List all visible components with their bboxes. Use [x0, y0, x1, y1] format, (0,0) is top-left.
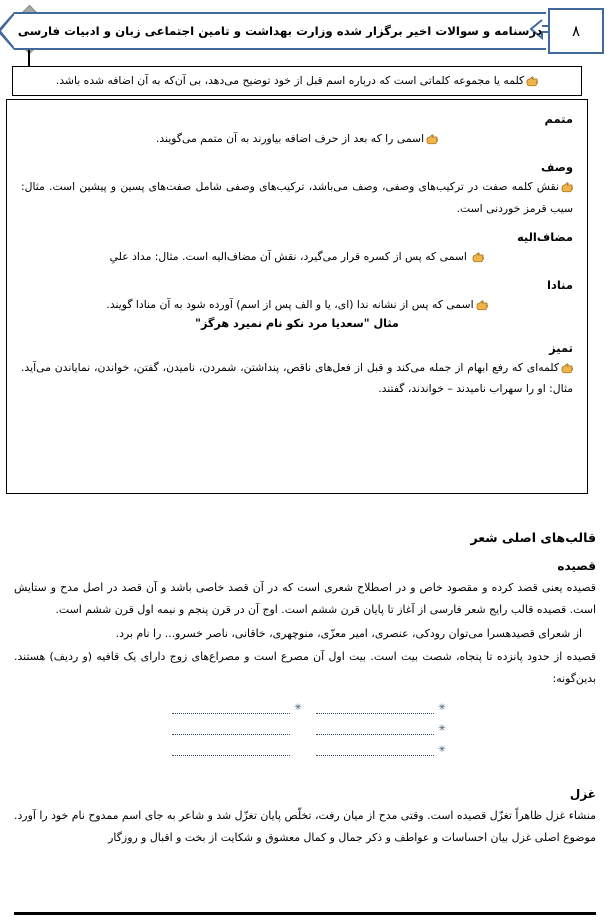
poetry-section — [14, 530, 596, 851]
poetry-form-paragraph: قصیده یعنی قصد کرده و مقصود خاص و در اصطلاح شعری است که در آن قصد خاصی باشد و آن قصد در اصل مدح و ستایش است. قصیده قالب رایج شعر فارسی از آغاز تا پایان قرن ششم است. اوج آن در قرن پنجم و نیمه اول قرن ششم است. — [14, 581, 596, 616]
page-bottom-rule — [14, 912, 596, 915]
schema-dotted-line — [316, 754, 434, 756]
schema-dotted-line — [172, 754, 290, 756]
schema-star-icon: ✳ — [438, 745, 446, 756]
poetry-form-paragraph: از شعرای قصیدهسرا می‌توان رودکی، عنصری، امیر معزّی، منوچهری، خاقانی، ناصر خسرو... را نام برد. — [115, 626, 582, 640]
schema-hemistich-left — [172, 729, 302, 731]
grammar-term-text: اسمی را که بعد از حرف اضافه بیاورند به آن متمم می‌گویند. — [155, 132, 425, 145]
schema-hemistich-right — [316, 746, 446, 755]
grammar-entry — [21, 341, 573, 399]
grammar-term-text: کلمه‌ای که رفع ابهام از جمله می‌کند و قبل از فعل‌های ناقص، پنداشتن، شمردن، نامیدن، گفتن، خواندن، نمایاندن می‌آید. مثال: او را سهراب نامیدند – خواندند، گفتند. — [21, 360, 573, 396]
schema-row — [74, 719, 446, 740]
header-title: درسنامه و سوالات اخیر برگزار شده وزارت بهداشت و تامین اجتماعی زبان و ادبیات فارسی — [17, 24, 543, 38]
grammar-term-label: تمیز — [549, 340, 573, 355]
schema-star-icon: ✳ — [438, 703, 446, 714]
poetry-form-ghazal — [14, 787, 596, 849]
definition-intro-text — [23, 70, 571, 91]
pointing-hand-icon — [526, 71, 538, 92]
poetry-form-paragraph: قصیده از حدود پانزده تا پنجاه، شصت بیت است. بیت اول آن مصرع است و مصراع‌های زوج دارای یک قافیه (و ردیف) هستند. بدین‌گونه: — [14, 650, 596, 686]
header-banner — [14, 12, 546, 50]
grammar-term-description — [21, 294, 573, 315]
page-header — [0, 4, 610, 54]
schema-row — [74, 698, 446, 719]
grammar-entry — [21, 160, 573, 218]
grammar-term-description — [21, 176, 573, 218]
schema-hemistich-right — [316, 725, 446, 734]
schema-hemistich-right — [316, 704, 446, 713]
grammar-term-text: نقش کلمه صفت در ترکیب‌های وصفی، وصف می‌باشد، ترکیب‌های وصفی شامل صفت‌های پسین و پیشین است. مثال: سیب قرمز خوردنی است. — [21, 180, 573, 215]
pointing-hand-icon — [561, 177, 573, 198]
schema-hemistich-left — [172, 704, 302, 713]
page-number-box — [548, 8, 604, 54]
schema-dotted-line — [172, 712, 290, 714]
pointing-hand-icon — [426, 129, 438, 150]
schema-star-icon: ✳ — [294, 703, 302, 714]
grammar-term-description — [21, 246, 573, 267]
schema-star-icon: ✳ — [438, 724, 446, 735]
poetry-section-title: قالب‌های اصلی شعر — [470, 530, 596, 545]
grammar-term-text: اسمی که پس از کسره قرار می‌گیرد، نقش آن مضاف‌الیه است. مثال: مداد علیِ — [109, 249, 467, 263]
poetry-form-name: غزل — [569, 787, 596, 802]
schema-dotted-line — [316, 712, 434, 714]
grammar-entry — [21, 230, 573, 267]
schema-dotted-line — [316, 733, 434, 735]
pointing-hand-icon — [561, 358, 573, 379]
grammar-term-description — [21, 357, 573, 399]
poetry-form-paragraph: منشاء غزل ظاهراً تغزّل قصیده است. وقتی مدح از میان رفت، تخلّص پایان تغزّل شد و شاعر به جای اسم ممدوح نام خود را آورد. موضوع اصلی غزل بیان احساسات و عواطف و ذکر جمال و کمال معشوق و شکایت از بخت و اقبال و روزگار — [14, 809, 596, 844]
pointing-hand-icon — [476, 295, 488, 316]
grammar-term-text: اسمی که پس از نشانه ندا (ای، یا و الف پس از اسم) آورده شود به آن منادا گویند. — [106, 298, 474, 312]
schema-dotted-line — [172, 733, 290, 735]
poetry-form-name: قصیده — [557, 559, 596, 573]
schema-row — [74, 740, 446, 761]
pointing-hand-icon — [472, 247, 484, 268]
grammar-terms-box — [6, 99, 588, 494]
definition-intro-box — [12, 66, 582, 96]
grammar-term-label: متمم — [544, 112, 573, 126]
grammar-term-label: منادا — [547, 278, 573, 293]
schema-hemistich-left — [172, 750, 302, 752]
poem-rhyme-schema — [14, 698, 596, 761]
poetry-form-qasideh — [14, 559, 596, 690]
grammar-term-example: مثال "سعدیا مرد نکو نام نمیرد هرگز" — [195, 316, 399, 330]
grammar-term-label: مضاف‌الیه — [516, 229, 573, 244]
grammar-term-description — [21, 128, 573, 149]
grammar-term-label: وصف — [541, 160, 573, 175]
grammar-entry — [21, 278, 573, 329]
definition-intro-body: کلمه یا مجموعه کلماتی است که درباره اسم قبل از خود توضیح می‌دهد، بی آن‌که به آن اضافه شده باشد. — [55, 74, 525, 88]
page-number: ۸ — [571, 22, 581, 40]
grammar-entry — [21, 112, 573, 149]
